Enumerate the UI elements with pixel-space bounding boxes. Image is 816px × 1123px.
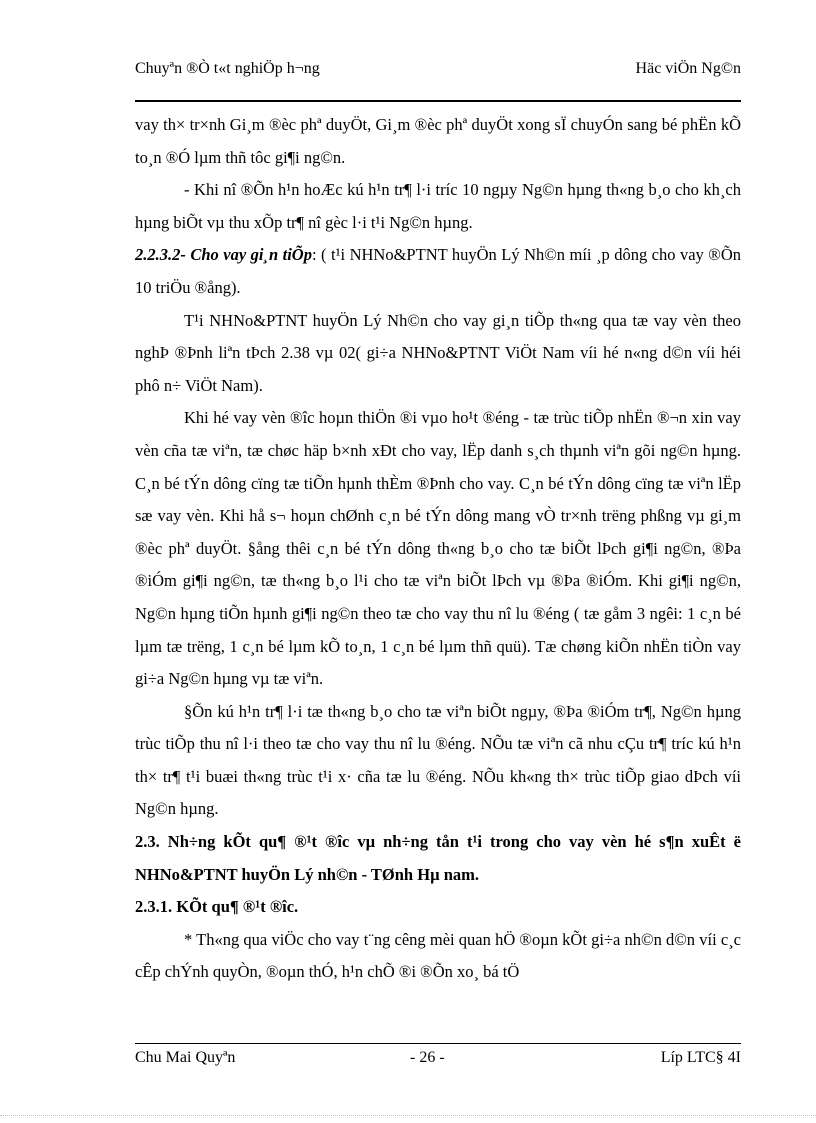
page-footer [135,1043,741,1072]
page-header [135,58,741,102]
paragraph-4: T¹i NHNo&PTNT huyÖn Lý Nh©n cho vay gi¸n tiÕp th«ng qua tæ vay vèn theo nghÞ ®Þnh liªn tÞch 2.38 vµ 02( gi÷a NHNo&PTNT ViÖt Nam víi hé n«ng d©n víi héi phô n÷ ViÖt Nam). [135,310,741,395]
section-number-title: 2.2.3.2- Cho vay gi¸n tiÕp [135,245,312,265]
page-body [135,109,741,989]
paragraph-9: * Th«ng qua viÖc cho vay t¨ng cêng mèi quan hÖ ®oµn kÕt gi÷a nh©n d©n víi c¸c cÊp chÝnh quyÒn, ®oµn thÓ, h¹n chÕ ®i ®Õn xo¸ bá tÖ [135,929,741,982]
paragraph-2: - Khi nî ®Õn h¹n hoÆc kú h¹n tr¶ l·i tríc 10 ngµy Ng©n hµng th«ng b¸o cho kh¸ch hµng biÕt vµ thu xÕp tr¶ nî gèc l·i t¹i Ng©n hµng. [135,180,741,232]
header-institution: Häc viÖn Ng©n [635,60,741,77]
footer-author: Chu Mai Quyªn [135,1049,236,1066]
page-number: - 26 - [410,1049,445,1066]
paragraph-1: vay th× tr×nh Gi¸m ®èc phª duyÖt, Gi¸m ®èc phª duyÖt xong sÏ chuyÓn sang bé phËn kÕ to¸n ®Ó lµm thñ tôc gi¶i ng©n. [135,115,741,167]
section-heading-2-3-1: 2.3.1. KÕt qu¶ ®¹t ®îc. [135,897,299,917]
section-heading-2-2-3-2 [135,239,741,304]
header-thesis-title: Chuyªn ®Ò t«t nghiÖp h¬ng [135,60,320,77]
section-heading-2-3: 2.3. Nh÷ng kÕt qu¶ ®¹t ®îc vµ nh÷ng tån t¹i trong cho vay vèn hé s¶n xuÊt ë NHNo&PTNT huyÖn Lý nh©n - TØnh Hµ nam. [135,832,741,884]
section-note: : ( t¹i NHNo&PTNT huyÖn Lý Nh©n míi ¸p dông cho vay ®Õn 10 triÖu ®ång). [135,245,741,297]
footer-class: Líp LTC§ 4I [660,1049,741,1066]
page-edge-divider [0,1115,816,1116]
paragraph-5: Khi hé vay vèn ®îc hoµn thiÖn ®i vµo ho¹t ®éng - tæ trùc tiÕp nhËn ®¬n xin vay vèn cña tæ viªn, tæ chøc häp b×nh xÐt cho vay, lËp danh s¸ch thµnh viªn gõi ng©n hµng. C¸n bé tÝn dông cïng tæ tiÕn hµnh thÈm ®Þnh cho vay. C¸n bé tÝn dông cïng tæ viªn lËp sæ vay vèn. Khi hå s¬ hoµn chØnh c¸n bé tÝn dông mang vÒ tr×nh trëng phßng vµ gi¸m ®èc phª duyÖt. §ång thêi c¸n bé tÝn dông th«ng b¸o cho tæ biÕt lÞch gi¶i ng©n, ®Þa ®iÓm gi¶i ng©n, tæ th«ng b¸o l¹i cho tæ viªn biÕt lÞch vµ ®Þa ®iÓm. Khi gi¶i ng©n, Ng©n hµng tiÕn hµnh gi¶i ng©n theo tæ cho vay thu nî lu ®éng ( tæ gåm 3 ngêi: 1 c¸n bé lµm tæ trëng, 1 c¸n bé lµm kÕ to¸n, 1 c¸n bé lµm thñ quü). Tæ chøng kiÕn nhËn tiÒn vay gi÷a Ng©n hµng vµ tæ viªn. [135,408,741,689]
paragraph-6: §Õn kú h¹n tr¶ l·i tæ th«ng b¸o cho tæ viªn biÕt ngµy, ®Þa ®iÓm tr¶, Ng©n hµng trùc tiÕp thu nî l·i theo tæ cho vay thu nî lu ®éng. NÕu tæ viªn cã nhu cÇu tr¶ tríc kú h¹n th× tr¶ t¹i buæi th«ng trùc t¹i x· cña tæ lu ®éng. NÕu kh«ng th× trùc tiÕp giao dÞch víi Ng©n hµng. [135,701,741,819]
